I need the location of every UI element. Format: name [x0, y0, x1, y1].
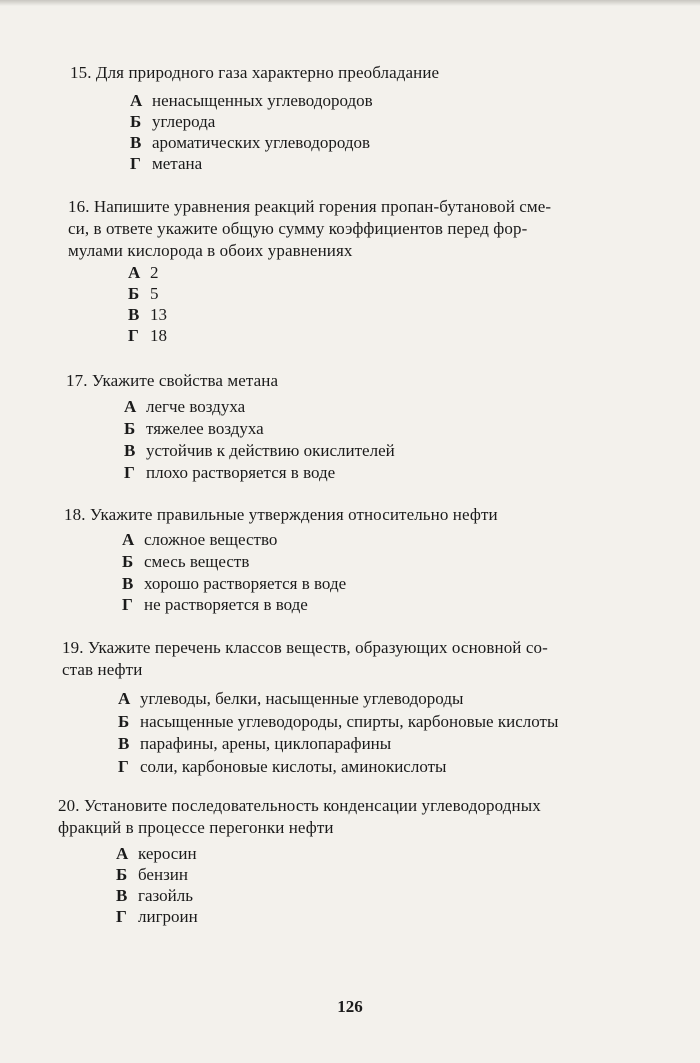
- option-b: Б углерода: [130, 112, 216, 131]
- option-b: Б насыщенные углеводороды, спирты, карбоновые кислоты: [118, 712, 559, 731]
- option-a: А углеводы, белки, насыщенные углеводороды: [118, 689, 464, 708]
- question-text: 16. Напишите уравнения реакций горения пропан-бутановой сме- си, в ответе укажите общую сумму коэффициентов перед фор- мулами кислорода в обоих уравнениях: [68, 197, 552, 260]
- page-top-edge: [0, 0, 700, 6]
- option-c: В хорошо растворяется в воде: [122, 574, 347, 593]
- question-text: 20. Установите последовательность конденсации углеводородных фракций в процессе перегонки нефти: [58, 796, 541, 837]
- page-number: 126: [337, 997, 363, 1016]
- option-c: В устойчив к действию окислителей: [124, 441, 395, 460]
- option-c: В парафины, арены, циклопарафины: [118, 734, 392, 753]
- option-d: Г лигроин: [116, 907, 198, 926]
- option-b: Б смесь веществ: [122, 552, 250, 571]
- option-a: А легче воздуха: [124, 397, 246, 416]
- option-a: А керосин: [116, 844, 197, 863]
- option-d: Г плохо растворяется в воде: [124, 463, 336, 482]
- option-b: Б 5: [128, 284, 159, 303]
- option-d: Г соли, карбоновые кислоты, аминокислоты: [118, 757, 447, 776]
- question-text: 15. Для природного газа характерно преобладание: [70, 63, 440, 82]
- question-text: 17. Укажите свойства метана: [66, 371, 279, 390]
- option-a: А сложное вещество: [122, 530, 278, 549]
- option-d: Г 18: [128, 326, 167, 345]
- option-d: Г не растворяется в воде: [122, 595, 308, 614]
- option-b: Б тяжелее воздуха: [124, 419, 264, 438]
- option-c: В газойль: [116, 886, 193, 905]
- question-text: 19. Укажите перечень классов веществ, образующих основной со- став нефти: [62, 638, 548, 679]
- option-c: В 13: [128, 305, 167, 324]
- question-text: 18. Укажите правильные утверждения относительно нефти: [64, 505, 498, 524]
- option-b: Б бензин: [116, 865, 188, 884]
- option-a: А 2: [128, 263, 159, 282]
- option-d: Г метана: [130, 154, 203, 173]
- option-a: А ненасыщенных углеводородов: [130, 91, 373, 110]
- option-c: В ароматических углеводородов: [130, 133, 371, 152]
